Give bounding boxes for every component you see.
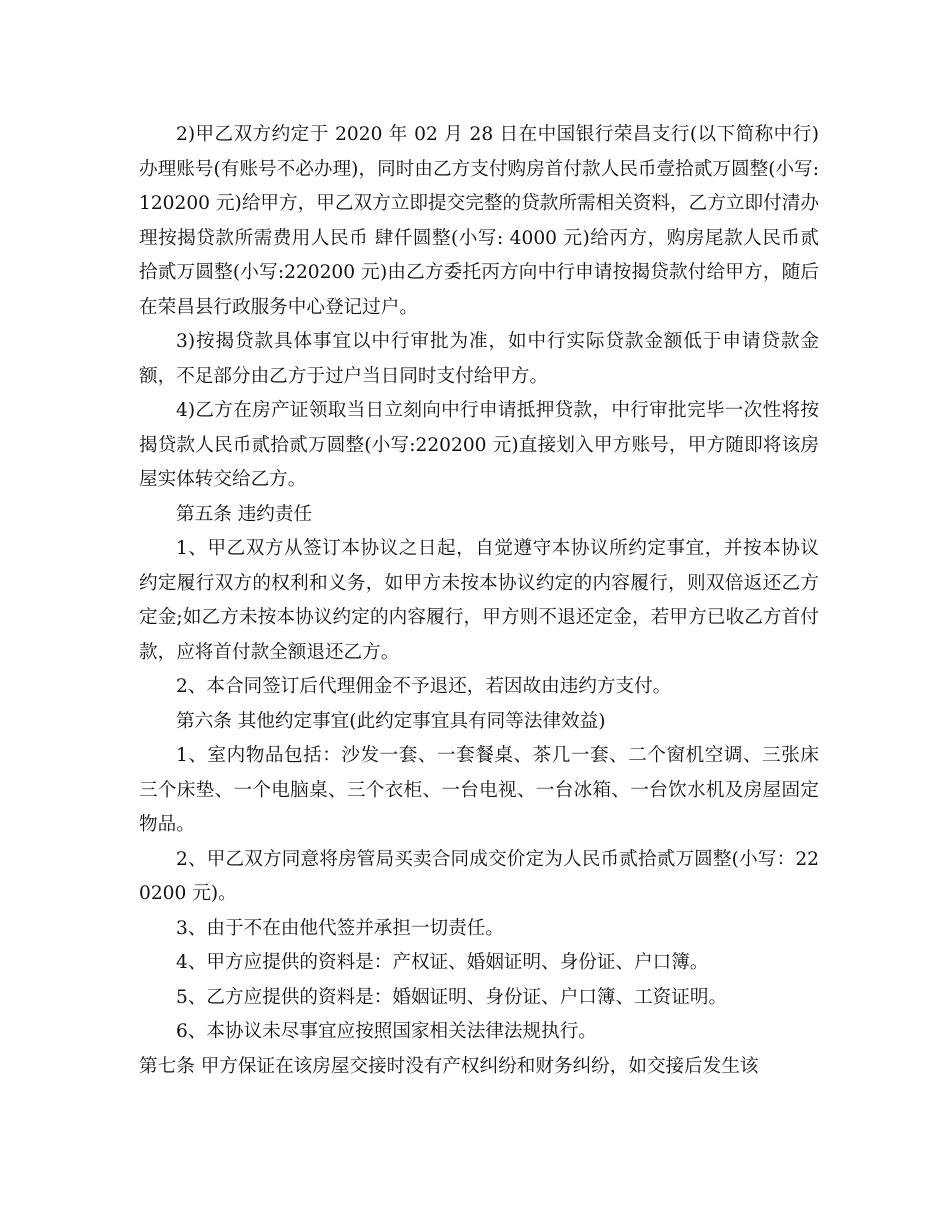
paragraph-other-clause-1: 1、室内物品包括：沙发一套、一套餐桌、茶几一套、二个窗机空调、三张床三个床垫、一个电脑桌、三个衣柜、一台电视、一台冰箱、一台饮水机及房屋固定物品。 bbox=[139, 745, 819, 835]
paragraph-other-clause-2: 2、甲乙双方同意将房管局买卖合同成交价定为人民币贰拾贰万圆整(小写：220200 元)。 bbox=[139, 848, 819, 904]
section-heading-article-7: 第七条 甲方保证在该房屋交接时没有产权纠纷和财务纠纷，如交接后发生该 bbox=[139, 1055, 759, 1077]
paragraph-breach-clause-1: 1、甲乙双方从签订本协议之日起，自觉遵守本协议所约定事宜，并按本协议约定履行双方的权利和义务，如甲方未按本协议约定的内容履行，则双倍返还乙方定金;如乙方未按本协议约定的内容履行，甲方则不退还定金，若甲方已收乙方首付款，应将首付款全额退还乙方。 bbox=[139, 538, 819, 663]
paragraph-breach-clause-2: 2、本合同签订后代理佣金不予退还，若因故由违约方支付。 bbox=[176, 676, 672, 697]
section-heading-article-5: 第五条 违约责任 bbox=[176, 503, 313, 525]
paragraph-other-clause-5: 5、乙方应提供的资料是：婚姻证明、身份证、户口簿、工资证明。 bbox=[176, 986, 728, 1008]
paragraph-other-clause-3: 3、由于不在由他代签并承担一切责任。 bbox=[176, 917, 504, 939]
paragraph-other-clause-4: 4、甲方应提供的资料是：产权证、婚姻证明、身份证、户口簿。 bbox=[176, 952, 709, 973]
paragraph-other-clause-6: 6、本协议未尽事宜应按照国家相关法律法规执行。 bbox=[176, 1021, 597, 1042]
section-heading-article-6: 第六条 其他约定事宜(此约定事宜具有同等法律效益) bbox=[176, 710, 606, 732]
paragraph-payment-clause-2: 2)甲乙双方约定于 2020 年 02 月 28 日在中国银行荣昌支行(以下简称中行)办理账号(有账号不必办理)，同时由乙方支付购房首付款人民币壹拾贰万圆整(小写:120200 元)给甲方，甲乙双方立即提交完整的贷款所需相关资料，乙方立即付清办理按揭贷款所需费用人民币 肆仟圆整(小写: 4000 元)给丙方，购房尾款人民币贰拾贰万圆整(小写:220200 元)由乙方委托丙方向中行申请按揭贷款付给甲方，随后在荣昌县行政服务中心登记过户。 bbox=[139, 124, 819, 318]
paragraph-payment-clause-4: 4)乙方在房产证领取当日立刻向中行申请抵押贷款，中行审批完毕一次性将按揭贷款人民币贰拾贰万圆整(小写:220200 元)直接划入甲方账号，甲方随即将该房屋实体转交给乙方。 bbox=[139, 400, 819, 490]
document-body bbox=[139, 118, 819, 1084]
paragraph-payment-clause-3: 3)按揭贷款具体事宜以中行审批为准，如中行实际贷款金额低于申请贷款金额，不足部分由乙方于过户当日同时支付给甲方。 bbox=[139, 331, 819, 387]
